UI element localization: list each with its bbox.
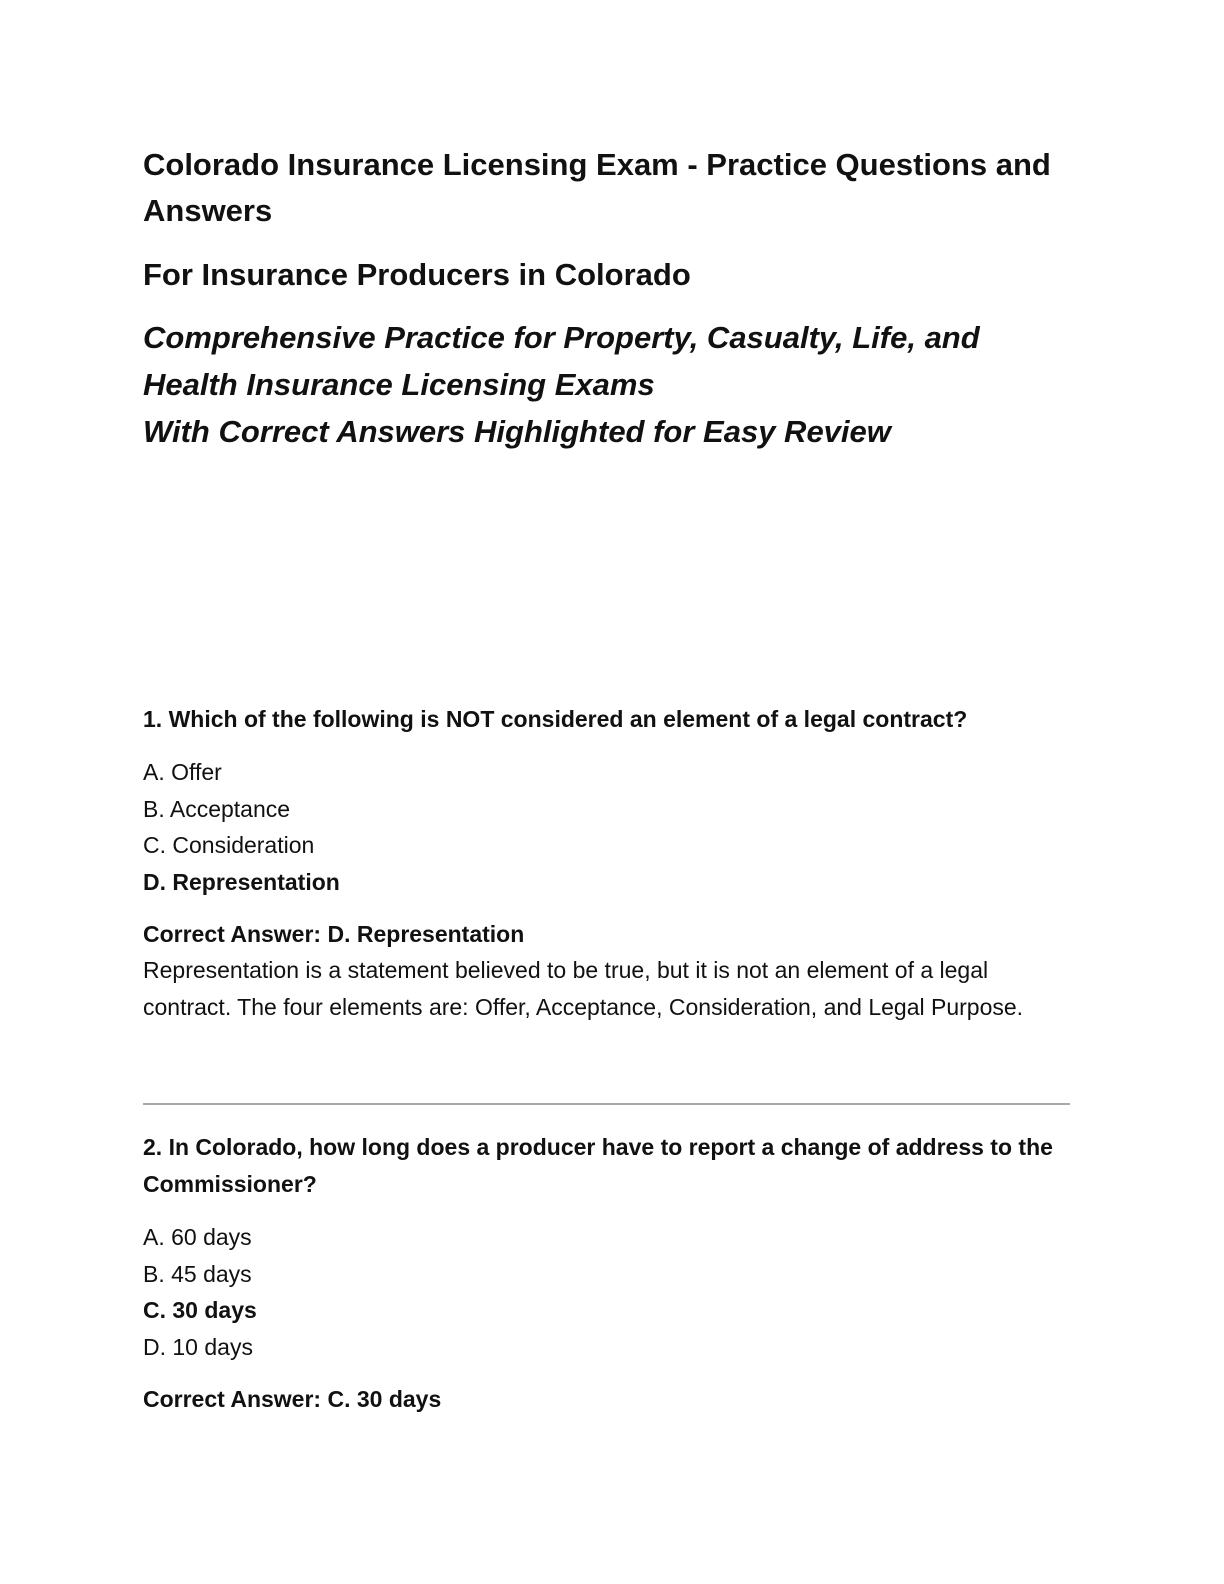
question-1-correct-answer: Correct Answer: D. Representation xyxy=(143,921,525,947)
question-1-options xyxy=(143,754,340,900)
option-d: D. 10 days xyxy=(143,1333,253,1360)
option-c: C. Consideration xyxy=(143,832,315,858)
document-tagline xyxy=(143,314,1073,455)
question-1-text: 1. Which of the following is NOT considered an element of a legal contract? xyxy=(143,706,968,732)
option-b: B. 45 days xyxy=(143,1260,252,1287)
document-subtitle: For Insurance Producers in Colorado xyxy=(143,257,691,292)
option-a: A. Offer xyxy=(143,759,222,785)
document-title: Colorado Insurance Licensing Exam - Practice Questions and Answers xyxy=(143,147,1051,228)
tagline-line: Health Insurance Licensing Exams xyxy=(143,367,655,402)
option-d-correct: D. Representation xyxy=(143,868,340,895)
option-a: A. 60 days xyxy=(143,1224,252,1250)
tagline-line: Comprehensive Practice for Property, Casualty, Life, and xyxy=(143,320,980,355)
question-2-text: 2. In Colorado, how long does a producer have to report a change of address to the Commissioner? xyxy=(143,1134,1053,1197)
option-c-correct: C. 30 days xyxy=(143,1297,257,1323)
tagline-line: With Correct Answers Highlighted for Easy Review xyxy=(143,414,891,449)
document-page xyxy=(143,0,1073,1584)
option-b: B. Acceptance xyxy=(143,795,291,822)
question-2-correct-answer: Correct Answer: C. 30 days xyxy=(143,1386,442,1412)
section-divider xyxy=(143,1103,1070,1105)
question-2-options xyxy=(143,1219,257,1365)
question-1-explanation: Representation is a statement believed to be true, but it is not an element of a legal contract. The four elements are: Offer, Acceptance, Consideration, and Legal Purpose. xyxy=(143,957,1024,1020)
